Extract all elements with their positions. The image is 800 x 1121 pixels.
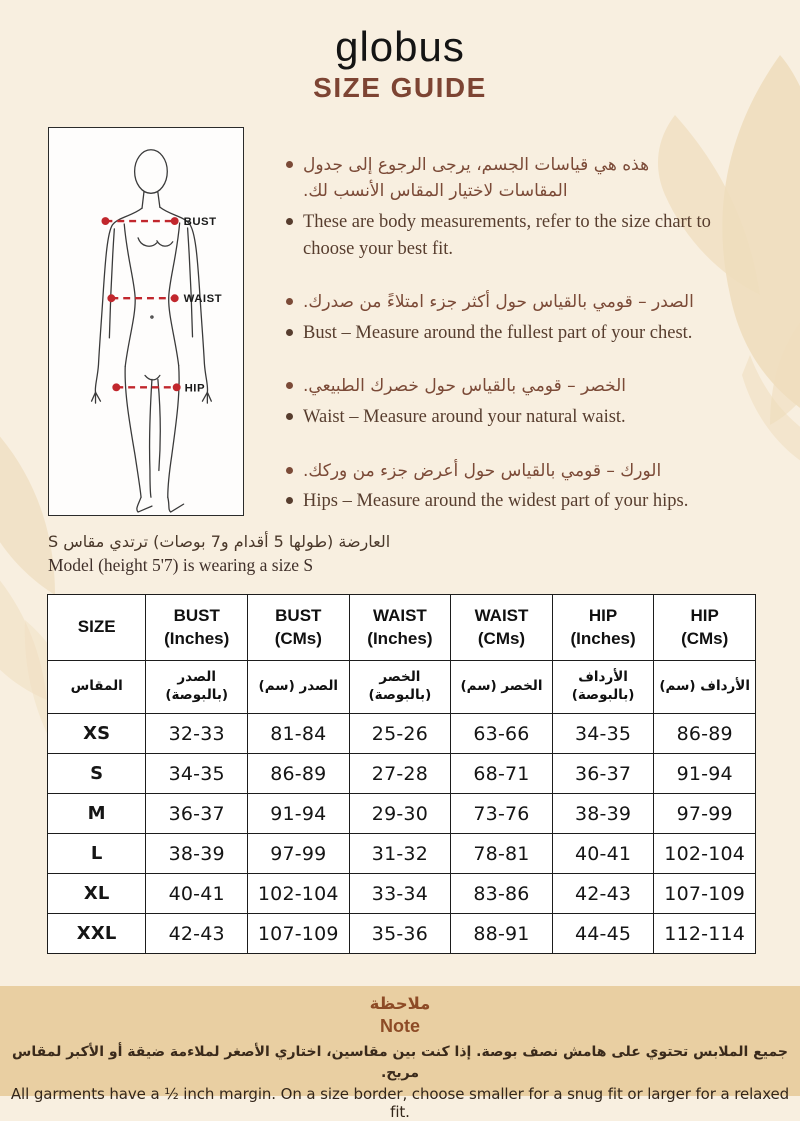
note-heading-ar: ملاحظة: [369, 994, 431, 1013]
value-cell: 40-41: [552, 834, 654, 874]
value-cell: 73-76: [451, 794, 553, 834]
model-size-note: [48, 531, 390, 578]
bullet-icon: [286, 161, 293, 168]
col-header-size-ar: المقاس: [48, 661, 146, 714]
value-cell: 42-43: [552, 874, 654, 914]
instruction-hips-ar: الورك – قومي بالقياس حول أعرض جزء من وركك.: [303, 460, 662, 481]
col-header-bust-inches: BUST (Inches): [146, 595, 248, 661]
bust-label: BUST: [183, 215, 217, 228]
value-cell: 40-41: [146, 874, 248, 914]
mannequin-illustration: [49, 128, 243, 515]
size-chart-table: [47, 594, 756, 954]
body-measurement-figure: [48, 127, 244, 516]
instruction-hips: [286, 458, 720, 515]
page-title: SIZE GUIDE: [313, 72, 487, 104]
col-header-hip-inches-ar: الأرداف (بالبوصة): [552, 661, 654, 714]
value-cell: 86-89: [248, 754, 350, 794]
model-size-note-en: Model (height 5'7) is wearing a size S: [48, 555, 314, 576]
instruction-hips-en: Hips – Measure around the widest part of your hips.: [303, 490, 689, 511]
value-cell: 97-99: [654, 794, 756, 834]
size-cell: L: [48, 834, 146, 874]
value-cell: 25-26: [349, 714, 451, 754]
col-header-hip-inches: HIP (Inches): [552, 595, 654, 661]
value-cell: 91-94: [654, 754, 756, 794]
table-header-arabic: [48, 661, 756, 714]
size-cell: XS: [48, 714, 146, 754]
value-cell: 33-34: [349, 874, 451, 914]
size-cell: S: [48, 754, 146, 794]
value-cell: 91-94: [248, 794, 350, 834]
value-cell: 102-104: [248, 874, 350, 914]
table-header-english: [48, 595, 756, 661]
value-cell: 27-28: [349, 754, 451, 794]
table-row-xs: [48, 714, 756, 754]
col-header-hip-cms-ar: الأرداف (سم): [654, 661, 756, 714]
note-heading-en: Note: [380, 1016, 420, 1037]
value-cell: 83-86: [451, 874, 553, 914]
instruction-general: [286, 152, 720, 262]
bullet-icon: [286, 382, 293, 389]
instruction-waist-ar: الخصر – قومي بالقياس حول خصرك الطبيعي.: [303, 376, 627, 397]
col-header-size: SIZE: [48, 595, 146, 661]
value-cell: 107-109: [654, 874, 756, 914]
bullet-icon: [286, 497, 293, 504]
size-cell: M: [48, 794, 146, 834]
col-header-waist-inches-ar: الخصر (بالبوصة): [349, 661, 451, 714]
hip-label: HIP: [184, 382, 206, 395]
value-cell: 31-32: [349, 834, 451, 874]
table-row-xl: [48, 874, 756, 914]
col-header-waist-cms-ar: الخصر (سم): [451, 661, 553, 714]
size-cell: XL: [48, 874, 146, 914]
value-cell: 36-37: [146, 794, 248, 834]
value-cell: 81-84: [248, 714, 350, 754]
header: [0, 24, 800, 104]
instruction-waist-en: Waist – Measure around your natural waist.: [303, 406, 626, 427]
size-cell: XXL: [48, 914, 146, 954]
value-cell: 78-81: [451, 834, 553, 874]
value-cell: 42-43: [146, 914, 248, 954]
value-cell: 88-91: [451, 914, 553, 954]
instruction-bust: [286, 289, 720, 346]
bullet-icon: [286, 467, 293, 474]
col-header-bust-inches-ar: الصدر (بالبوصة): [146, 661, 248, 714]
value-cell: 107-109: [248, 914, 350, 954]
value-cell: 112-114: [654, 914, 756, 954]
value-cell: 63-66: [451, 714, 553, 754]
value-cell: 102-104: [654, 834, 756, 874]
instruction-bust-en: Bust – Measure around the fullest part of your chest.: [303, 322, 693, 343]
value-cell: 38-39: [146, 834, 248, 874]
bullet-icon: [286, 218, 293, 225]
col-header-bust-cms-ar: الصدر (سم): [248, 661, 350, 714]
model-size-note-ar: العارضة (طولها 5 أقدام و7 بوصات) ترتدي مقاس S: [48, 532, 391, 551]
measurement-instructions: [286, 152, 720, 515]
table-row-s: [48, 754, 756, 794]
waist-label: WAIST: [183, 293, 223, 306]
instruction-bust-ar: الصدر – قومي بالقياس حول أكثر جزء امتلاءً من صدرك.: [303, 292, 694, 313]
note-body-ar: جميع الملابس تحتوي على هامش نصف بوصة. إذا كنت بين مقاسين، اختاري الأصغر لملاءمة ضيقة أو الأكبر لمقاس مريح.: [12, 1043, 788, 1081]
col-header-waist-cms: WAIST (CMs): [451, 595, 553, 661]
bullet-icon: [286, 298, 293, 305]
brand-logo: globus: [335, 23, 465, 70]
value-cell: 34-35: [552, 714, 654, 754]
col-header-hip-cms: HIP (CMs): [654, 595, 756, 661]
value-cell: 35-36: [349, 914, 451, 954]
value-cell: 38-39: [552, 794, 654, 834]
table-row-xxl: [48, 914, 756, 954]
value-cell: 32-33: [146, 714, 248, 754]
value-cell: 97-99: [248, 834, 350, 874]
table-row-l: [48, 834, 756, 874]
value-cell: 34-35: [146, 754, 248, 794]
value-cell: 86-89: [654, 714, 756, 754]
instruction-general-ar: هذه هي قياسات الجسم، يرجى الرجوع إلى جدول المقاسات لاختيار المقاس الأنسب لك.: [303, 155, 650, 202]
value-cell: 44-45: [552, 914, 654, 954]
value-cell: 29-30: [349, 794, 451, 834]
bullet-icon: [286, 329, 293, 336]
value-cell: 68-71: [451, 754, 553, 794]
note-section: [0, 986, 800, 1121]
value-cell: 36-37: [552, 754, 654, 794]
instruction-general-en: These are body measurements, refer to the size chart to choose your best fit.: [303, 211, 711, 259]
bullet-icon: [286, 413, 293, 420]
col-header-waist-inches: WAIST (Inches): [349, 595, 451, 661]
col-header-bust-cms: BUST (CMs): [248, 595, 350, 661]
table-row-m: [48, 794, 756, 834]
note-body-en: All garments have a ½ inch margin. On a size border, choose smaller for a snug fit or larger for a relaxed fit.: [10, 1084, 790, 1121]
instruction-waist: [286, 373, 720, 430]
